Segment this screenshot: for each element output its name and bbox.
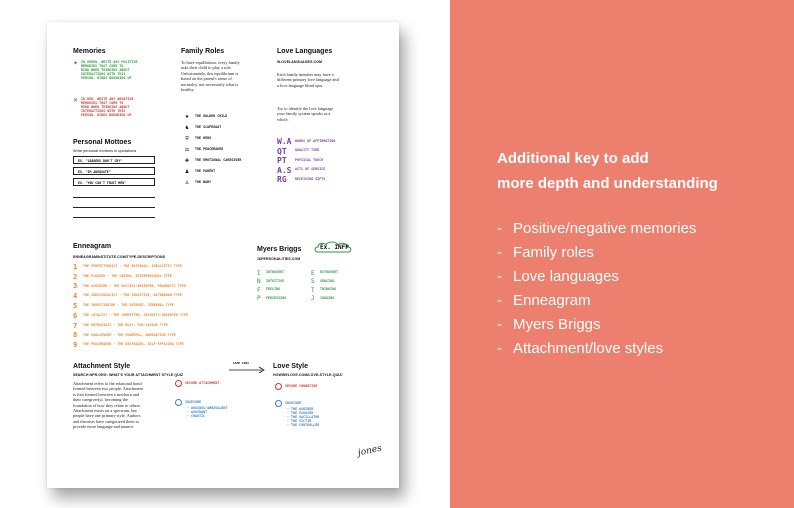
family-roles-title: Family Roles bbox=[181, 48, 225, 55]
mb-letter: J bbox=[311, 295, 315, 303]
enneagram-number: 8 bbox=[73, 331, 78, 340]
attachment-body-line: Attachment refers to the relational bond bbox=[73, 381, 142, 386]
enneagram-label: THE INVESTIGATOR - THE INTENSE, CEREBRAL TYPE bbox=[83, 303, 174, 308]
attachment-body-line: Attachment exists on a spectrum, but bbox=[73, 408, 137, 414]
mb-letter: N bbox=[257, 278, 261, 286]
circle-icon bbox=[275, 400, 282, 407]
mb-label: JUDGING bbox=[320, 295, 335, 300]
mb-label: SENSING bbox=[320, 278, 335, 283]
family-roles-body-line: asks their child to play a role. bbox=[181, 65, 232, 71]
mb-letter: P bbox=[257, 295, 261, 303]
key-list-label: Attachment/love styles bbox=[513, 340, 664, 357]
enneagram-item bbox=[73, 331, 188, 341]
star-icon: ★ bbox=[184, 113, 190, 120]
love-languages-body2 bbox=[277, 106, 377, 122]
key-list-label: Love languages bbox=[513, 268, 619, 285]
enneagram-item bbox=[73, 291, 188, 301]
insecure-subitem: - THE AVOIDER bbox=[287, 407, 314, 411]
memories-positive-line: MEMORIES THAT COME TO bbox=[81, 63, 124, 68]
love-language-label: QUALITY TIME bbox=[295, 148, 320, 153]
love-languages-body-line: Each family member may have a bbox=[277, 72, 334, 77]
role-label: THE SCAPEGOAT bbox=[195, 124, 222, 129]
love-language-label: RECEIVING GIFTS bbox=[295, 176, 326, 181]
shield-icon: ⛨ bbox=[185, 135, 189, 142]
family-roles-body bbox=[181, 60, 271, 92]
role-label: THE BABY bbox=[195, 179, 212, 184]
secure-label: SECURE CONNECTOR bbox=[285, 383, 318, 388]
insecure-subitem-label: THE PLEASER bbox=[291, 410, 314, 415]
role-item bbox=[183, 155, 241, 166]
attachment-url[interactable]: SEARCH NPR.ORG: WHAT'S YOUR ATTACHMENT STYLE QUIZ bbox=[73, 373, 184, 377]
mb-item bbox=[257, 286, 286, 295]
love-language-item bbox=[277, 166, 335, 176]
love-language-code: W.A bbox=[277, 137, 292, 147]
memories-negative-line: INTERACTIONS WITH THIS bbox=[81, 108, 126, 113]
enneagram-item bbox=[73, 282, 188, 292]
love-language-code: PT bbox=[277, 156, 287, 166]
love-languages-body-line: a love language blind spot. bbox=[277, 82, 324, 88]
love-style-secure bbox=[275, 383, 317, 390]
key-title-line-1: Additional key to add bbox=[497, 150, 649, 167]
enneagram-number: 1 bbox=[73, 262, 78, 271]
family-roles-body-line: normalcy, not necessarily what is bbox=[181, 81, 239, 87]
insecure-subitem-label: THE AVOIDER bbox=[291, 407, 314, 411]
memories-positive-line: IN GREEN, WRITE ANY POSITIVE bbox=[81, 60, 138, 64]
memories-positive-line: PERSON. KINDS BOUNDING UP bbox=[81, 75, 132, 80]
love-languages-body1 bbox=[277, 72, 377, 88]
secure-label: SECURE ATTACHMENT bbox=[185, 380, 220, 385]
memories-negative-line: IN RED, WRITE ANY NEGATIVE bbox=[81, 97, 134, 101]
memories-positive-line: MIND WHEN THINKING ABOUT bbox=[81, 67, 130, 72]
role-label: THE HERO bbox=[195, 135, 212, 140]
goat-icon: ♞ bbox=[184, 124, 190, 131]
love-languages-body-line: different primary love language and bbox=[277, 77, 339, 83]
enneagram-label: THE ACHIEVER - THE SUCCESS-ORIENTED, PRAGMATIC TYPE bbox=[83, 283, 186, 288]
insecure-subitem: - THE PLEASER bbox=[287, 410, 314, 415]
attachment-body-line: foundation of how they relate to others. bbox=[73, 402, 141, 408]
same-idea-note: SAME IDEA bbox=[233, 361, 250, 365]
insecure-label: INSECURE bbox=[285, 400, 302, 405]
x-mark-icon: ✕ bbox=[73, 98, 79, 104]
motto-text: EX. "LEADERS DON'T CRY" bbox=[78, 158, 123, 163]
family-roles-body-line: based on the parent's sense of bbox=[181, 76, 232, 82]
enneagram-url[interactable]: ENNEAGRAMINSTITUTE.COM/TYPE-DESCRIPTIONS bbox=[73, 255, 166, 259]
role-item bbox=[183, 133, 241, 144]
worksheet-page bbox=[47, 22, 399, 488]
insecure-label: INSECURE bbox=[185, 399, 202, 404]
insecure-subitem-label: CHAOTIC bbox=[191, 413, 206, 418]
signature: jones bbox=[357, 443, 383, 459]
mb-letter: T bbox=[311, 286, 315, 294]
circle-icon bbox=[175, 380, 182, 387]
love-languages-body-line: your family system speaks as a bbox=[277, 111, 331, 117]
family-roles-body-line: healthy. bbox=[181, 87, 195, 93]
circle-icon bbox=[175, 399, 182, 406]
enneagram-number: 4 bbox=[73, 292, 78, 301]
memories-negative-line: MIND WHEN THINKING ABOUT bbox=[81, 104, 130, 109]
memories-title: Memories bbox=[73, 48, 106, 55]
insecure-subitem: - AVOIDANT bbox=[187, 409, 208, 414]
role-label: THE PEACEMAKER bbox=[195, 146, 224, 151]
role-label: THE PARENT bbox=[195, 168, 216, 173]
love-language-item bbox=[277, 147, 335, 157]
memories-positive-line: INTERACTIONS WITH THIS bbox=[81, 71, 126, 76]
love-languages-list bbox=[277, 137, 335, 185]
motto-blank-line[interactable] bbox=[73, 217, 155, 218]
mb-letter: I bbox=[257, 269, 261, 277]
mb-label: FEELING bbox=[266, 287, 281, 292]
myers-briggs-url[interactable]: 16PERSONALITIES.COM bbox=[257, 257, 301, 261]
enneagram-number: 5 bbox=[73, 302, 78, 311]
attachment-body-line: is first formed between a newborn and bbox=[73, 391, 140, 397]
enneagram-number: 7 bbox=[73, 321, 78, 330]
motto-box[interactable] bbox=[73, 156, 155, 164]
enneagram-item bbox=[73, 311, 188, 321]
memories-negative-line: MEMORIES THAT COME TO bbox=[81, 100, 124, 105]
attachment-secure bbox=[175, 380, 219, 387]
role-label: THE EMOTIONAL CAREGIVER bbox=[195, 157, 242, 162]
key-list-label: Positive/negative memories bbox=[513, 220, 697, 237]
attachment-body bbox=[73, 381, 183, 430]
key-list-item: - Enneagram bbox=[497, 292, 591, 309]
enneagram-item bbox=[73, 262, 188, 272]
key-list-label: Family roles bbox=[513, 244, 594, 261]
attachment-insecure bbox=[175, 399, 227, 419]
enneagram-number: 6 bbox=[73, 311, 78, 320]
mb-label: THINKING bbox=[320, 287, 337, 292]
mb-letter: F bbox=[257, 286, 261, 294]
key-list-label: Myers Briggs bbox=[513, 316, 601, 333]
mb-label: INTUITIVE bbox=[266, 278, 285, 283]
enneagram-label: THE PLEASER - THE CARING, INTERPERSONAL TYPE bbox=[83, 273, 172, 278]
medical-cross-icon: ✚ bbox=[184, 157, 190, 164]
motto-box[interactable] bbox=[73, 167, 155, 175]
love-language-item bbox=[277, 156, 335, 166]
love-language-item bbox=[277, 175, 335, 185]
attachment-body-line: provide more language and nuance. bbox=[73, 424, 135, 430]
motto-blank-line[interactable] bbox=[73, 197, 155, 198]
love-languages-body-line: Try to identify the love language bbox=[277, 106, 334, 111]
enneagram-label: THE PEACEMAKER - THE EASYGOING, SELF-EFFACING TYPE bbox=[83, 342, 184, 347]
motto-text: EX. "YOU CAN'T TRUST MEN" bbox=[78, 180, 126, 185]
key-list-item: - Attachment/love styles bbox=[497, 340, 664, 357]
mottoes-subtitle: Write personal mottoes in quotations bbox=[73, 149, 137, 153]
motto-box[interactable] bbox=[73, 178, 155, 186]
enneagram-item bbox=[73, 321, 188, 331]
enneagram-item bbox=[73, 340, 188, 350]
insecure-subitem: - THE VICTIM bbox=[287, 418, 312, 423]
love-style-url[interactable]: HOWWELOVE.COM/LOVE-STYLE-QUIZ/ bbox=[273, 373, 343, 377]
attachment-body-line: their caregiver(s), becoming the bbox=[73, 397, 128, 403]
key-list-item: - Love languages bbox=[497, 268, 619, 285]
myers-briggs-example: Ex. INFP bbox=[320, 244, 349, 251]
mb-label: INTROVERT bbox=[266, 270, 285, 275]
love-language-code: A.S bbox=[277, 165, 292, 175]
mb-label: EXTROVERT bbox=[320, 270, 339, 275]
love-language-label: ACTS OF SERVICE bbox=[295, 167, 326, 172]
key-list-label: Enneagram bbox=[513, 292, 591, 309]
insecure-subitem-label: ANXIOUS/AMBIVALENT bbox=[191, 406, 228, 410]
enneagram-label: THE INDIVIDUALIST - THE SENSITIVE, WITHDRAWN TYPE bbox=[83, 293, 182, 298]
enneagram-list bbox=[73, 262, 188, 350]
mottoes-title: Personal Mottoes bbox=[73, 139, 132, 146]
enneagram-title: Enneagram bbox=[73, 243, 112, 250]
insecure-subitem: - ANXIOUS/AMBIVALENT bbox=[187, 406, 228, 410]
mb-item bbox=[311, 295, 338, 304]
enneagram-number: 3 bbox=[73, 282, 78, 291]
secure-item bbox=[275, 383, 317, 390]
love-style-insecure bbox=[275, 400, 319, 428]
myers-briggs-example-cloud bbox=[313, 241, 353, 255]
family-roles-list bbox=[183, 111, 241, 188]
insecure-subitem: - THE CONTROLLER bbox=[287, 422, 320, 427]
enneagram-label: THE LOYALIST - THE COMMITTED, SECURITY-ORIENTED TYPE bbox=[83, 312, 188, 317]
myers-briggs-left bbox=[257, 269, 286, 303]
love-language-code: QT bbox=[277, 146, 287, 156]
mb-item bbox=[311, 269, 338, 278]
star-icon: ✦ bbox=[73, 61, 79, 67]
myers-briggs-right bbox=[311, 269, 338, 303]
role-item bbox=[183, 166, 241, 177]
insecure-subitem: - CHAOTIC bbox=[187, 413, 206, 418]
insecure-subitem: - THE VACILLATOR bbox=[287, 414, 320, 419]
love-language-item bbox=[277, 137, 335, 147]
enneagram-label: THE PERFECTIONIST - THE RATIONAL, IDEALISTIC TYPE bbox=[83, 263, 182, 268]
enneagram-number: 2 bbox=[73, 272, 78, 281]
role-label: THE GOLDEN CHILD bbox=[195, 113, 228, 118]
myers-briggs-title: Myers Briggs bbox=[257, 246, 302, 253]
insecure-item bbox=[275, 400, 319, 407]
mb-letter: E bbox=[311, 269, 315, 277]
mb-item bbox=[257, 269, 286, 278]
love-language-code: RG bbox=[277, 175, 287, 185]
enneagram-item bbox=[73, 301, 188, 311]
mb-item bbox=[311, 278, 338, 287]
baby-bottle-icon: ♙ bbox=[184, 179, 190, 186]
mb-item bbox=[257, 295, 286, 304]
insecure-subitem-label: AVOIDANT bbox=[191, 409, 208, 414]
key-list-item: - Myers Briggs bbox=[497, 316, 601, 333]
love-languages-title: Love Languages bbox=[277, 48, 333, 55]
attachment-title: Attachment Style bbox=[73, 363, 131, 370]
attachment-body-line: people have one primary style. Authors bbox=[73, 413, 141, 419]
right-arrow-icon bbox=[227, 365, 267, 373]
insecure-item bbox=[175, 399, 227, 406]
role-item bbox=[183, 144, 241, 155]
enneagram-item bbox=[73, 272, 188, 282]
key-title-line-2: more depth and understanding bbox=[497, 175, 718, 192]
enneagram-number: 9 bbox=[73, 341, 78, 350]
attachment-body-line: and theorists have categorized them to bbox=[73, 418, 139, 424]
family-roles-body-line: To have equilibrium, every family bbox=[181, 60, 240, 65]
insecure-subitem-label: THE CONTROLLER bbox=[291, 422, 320, 427]
mb-item bbox=[257, 278, 286, 287]
role-item bbox=[183, 122, 241, 133]
enneagram-label: THE ENTHUSIAST - THE BUSY, FUN-LOVING TYPE bbox=[83, 322, 168, 327]
mb-letter: S bbox=[311, 278, 315, 286]
attachment-body-line: formed between two people. Attachment bbox=[73, 386, 143, 392]
motto-text: EX. "IM ADEQUATE" bbox=[78, 169, 111, 174]
mb-label: PERCEIVING bbox=[266, 295, 287, 300]
motto-blank-line[interactable] bbox=[73, 207, 155, 208]
key-list-item: - Positive/negative memories bbox=[497, 220, 697, 237]
role-item bbox=[183, 177, 241, 188]
mottoes-list bbox=[73, 156, 157, 226]
scales-icon: ⚖ bbox=[184, 146, 190, 153]
memories-negative-line: PERSON. KINDS BOUNDING UP bbox=[81, 112, 132, 117]
secure-item bbox=[175, 380, 219, 387]
insecure-subitem-label: THE VICTIM bbox=[291, 418, 312, 423]
mb-item bbox=[311, 286, 338, 295]
enneagram-label: THE CHALLENGER - THE POWERFUL, DOMINATING TYPE bbox=[83, 332, 176, 337]
love-languages-body-line: whole. bbox=[277, 116, 289, 122]
key-list-item: - Family roles bbox=[497, 244, 594, 261]
family-roles-body-line: Unfortunately, this equilibrium is bbox=[181, 70, 239, 76]
love-style-title: Love Style bbox=[273, 363, 309, 370]
insecure-subitem-label: THE VACILLATOR bbox=[291, 414, 320, 419]
parent-icon: ♟ bbox=[184, 168, 190, 175]
love-language-label: WORDS OF AFFIRMATION bbox=[295, 138, 336, 143]
role-item bbox=[183, 111, 241, 122]
love-languages-url[interactable]: 5LOVELANGUAGES.COM bbox=[277, 60, 323, 64]
love-language-label: PHYSICAL TOUCH bbox=[295, 157, 324, 162]
circle-icon bbox=[275, 383, 282, 390]
